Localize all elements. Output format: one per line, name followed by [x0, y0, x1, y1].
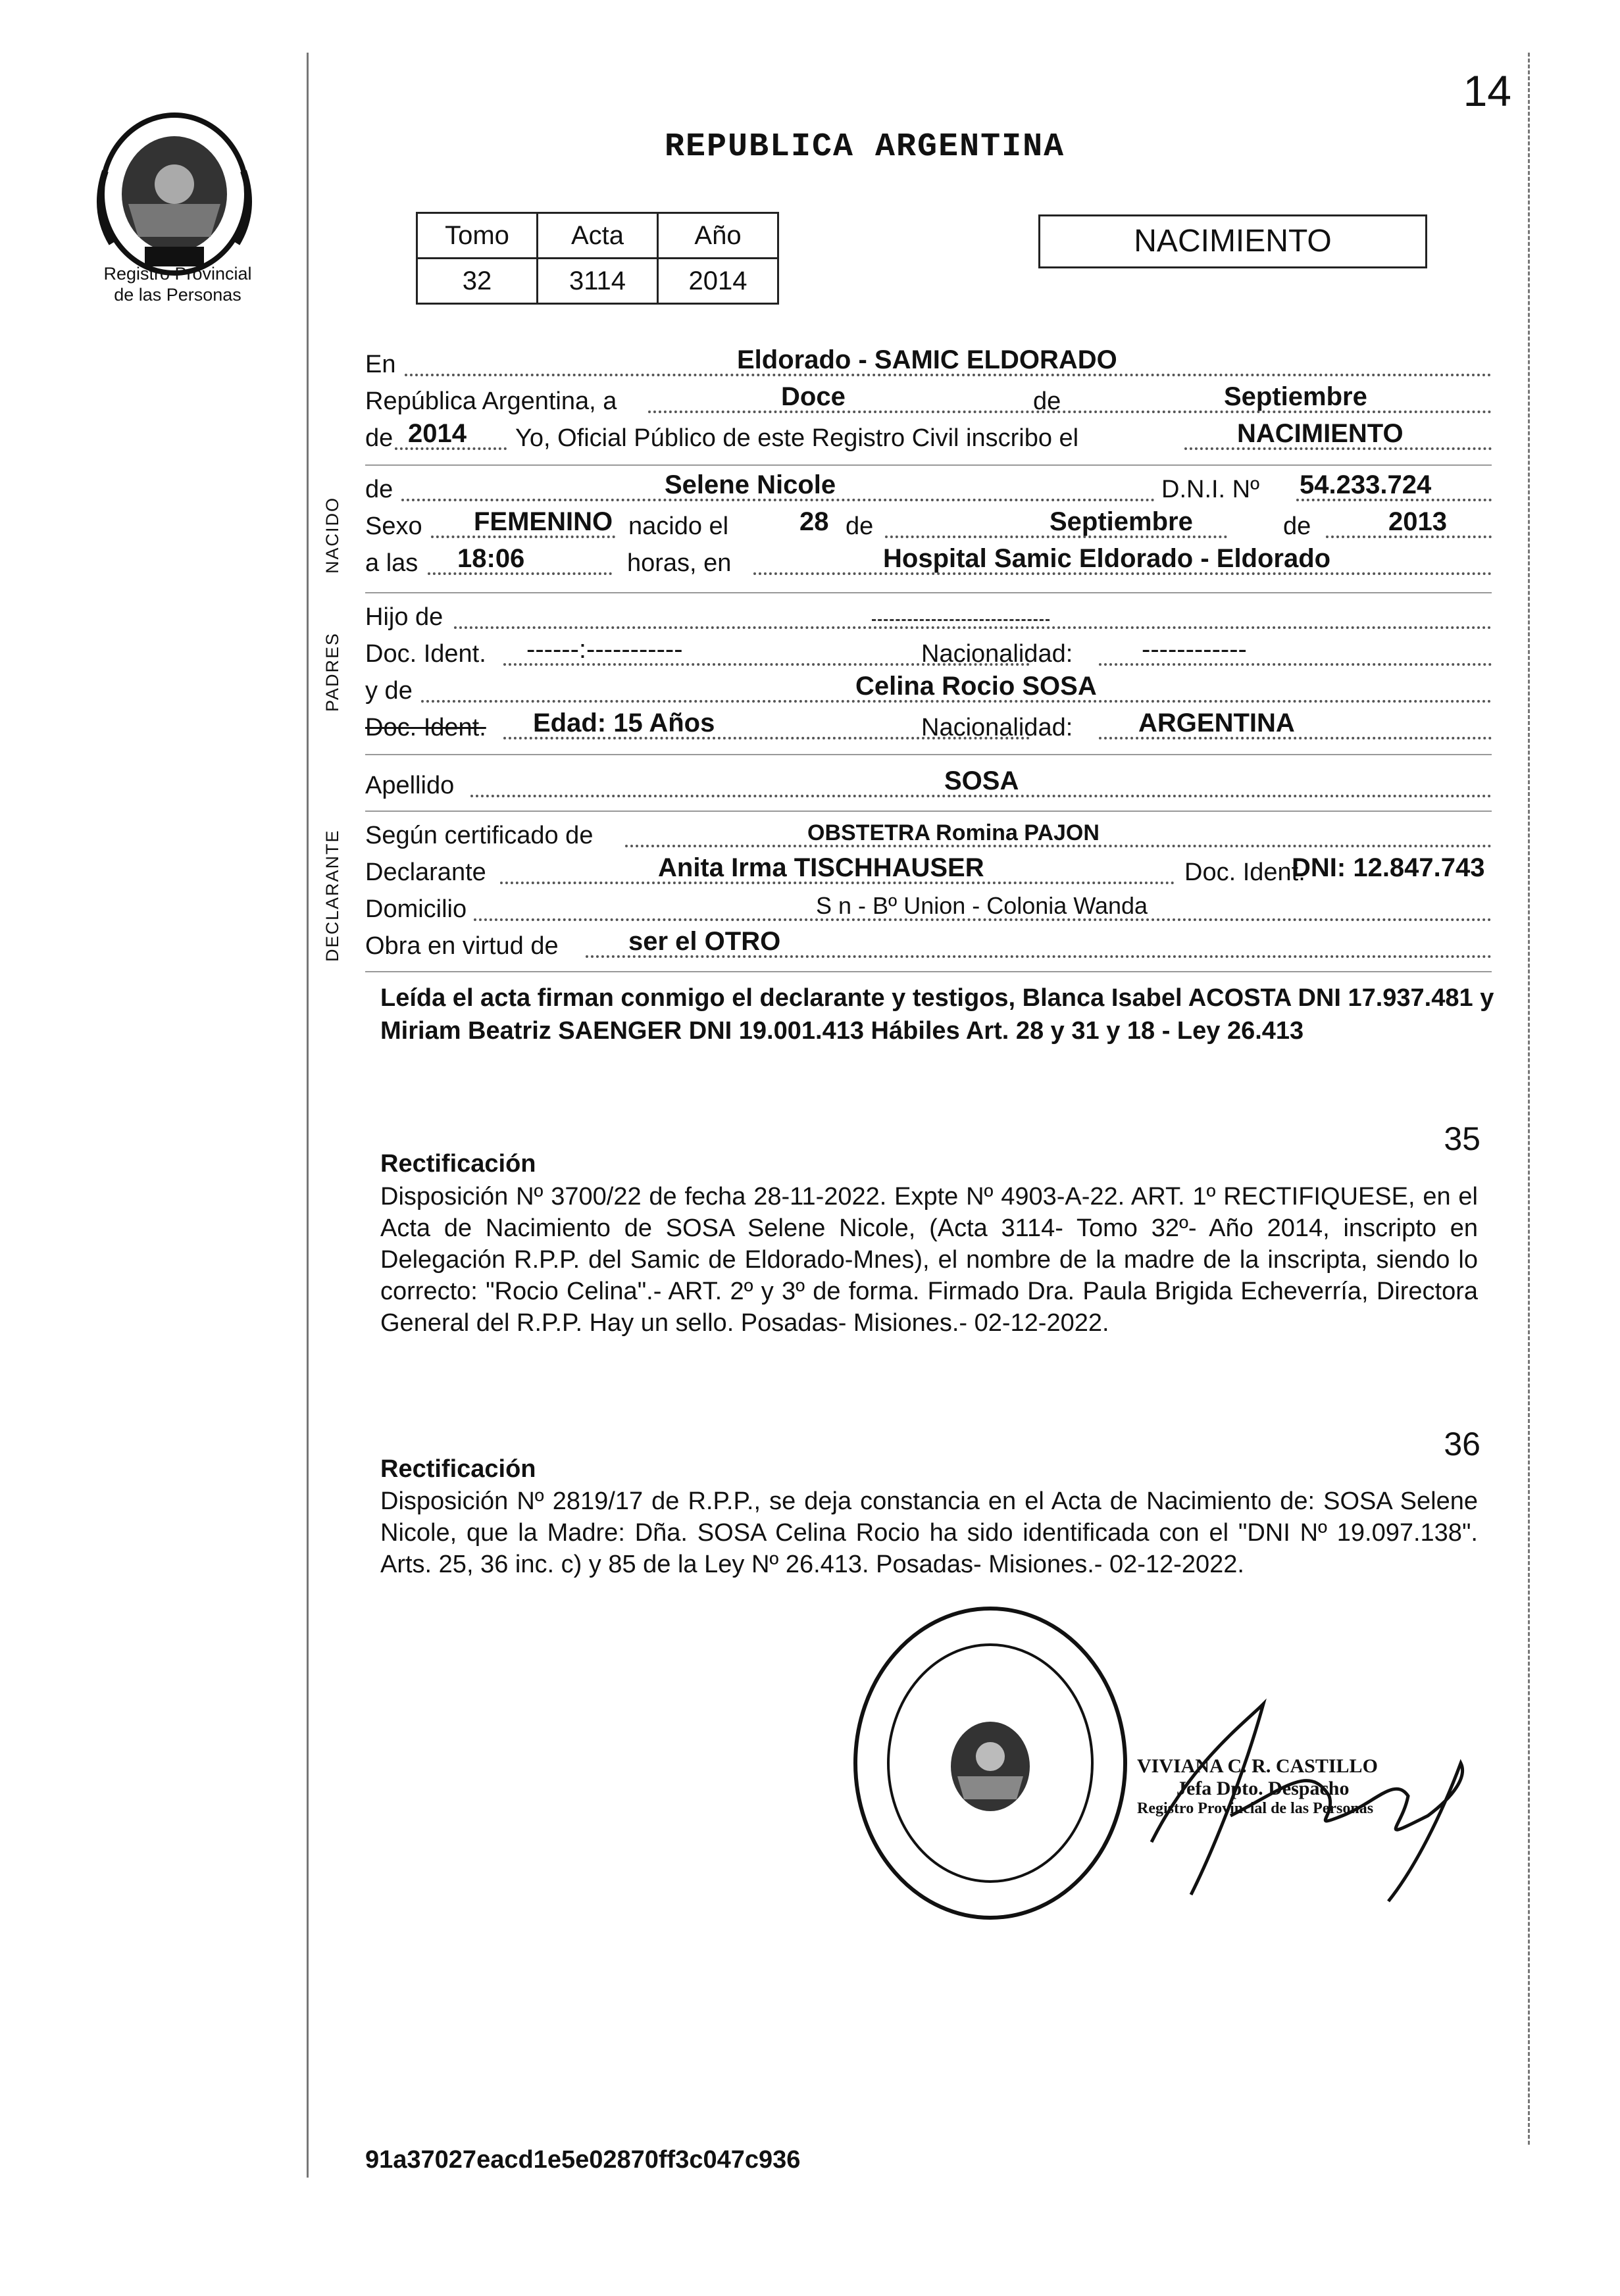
obra-value: ser el OTRO — [628, 927, 781, 956]
mother-nationality: ARGENTINA — [1138, 709, 1295, 737]
declarant-name: Anita Irma TISCHHAUSER — [658, 853, 984, 882]
nacido-place-line — [365, 546, 1492, 582]
section-divider — [365, 464, 1492, 466]
a-las-label: a las — [365, 549, 418, 577]
republica-label: República Argentina, a — [365, 387, 617, 415]
segun-label: Según certificado de — [365, 822, 594, 849]
newborn-sex: FEMENINO — [474, 507, 613, 536]
birth-month: Septiembre — [1050, 507, 1193, 536]
closing-statement: Leída el acta firman conmigo el declarante y testigos, Blanca Isabel ACOSTA DNI 17.937.481 y Miriam Beatriz SAENGER DNI 19.001.413 Hábiles Art. 28 y 31 y 18 - Ley 26.413 — [380, 984, 1494, 1045]
de-label: de — [846, 512, 874, 540]
signatory-org: Registro Provincial de las Personas — [1137, 1800, 1374, 1817]
signatory-role: Jefa Dpto. Despacho — [1177, 1778, 1350, 1799]
hijo-label: Hijo de — [365, 603, 443, 631]
nacido-side-label: NACIDO — [322, 496, 342, 574]
declarante-line — [365, 855, 1492, 891]
section-divider — [365, 971, 1492, 972]
rectification-number: 36 — [1444, 1426, 1481, 1462]
rectification-title: Rectificación — [380, 1150, 536, 1178]
doc-ident-label: Doc. Ident. — [365, 714, 486, 741]
de-label: de — [1033, 387, 1061, 415]
dni-label: D.N.I. Nº — [1161, 476, 1259, 503]
tomo-header: Tomo — [417, 213, 538, 259]
padres-mother-line — [365, 674, 1492, 709]
declarant-address: S n - Bº Union - Colonia Wanda — [816, 892, 1148, 919]
sexo-label: Sexo — [365, 512, 422, 540]
doc-ident-label: Doc. Ident. — [1184, 859, 1305, 886]
record-place-line — [365, 347, 1492, 383]
table-row — [417, 213, 778, 259]
padres-side-label: PADRES — [322, 632, 342, 712]
newborn-name: Selene Nicole — [665, 470, 836, 499]
father-doc-value: ------:----------- — [526, 635, 683, 664]
rectification-text: Disposición Nº 3700/22 de fecha 28-11-2022. Expte Nº 4903-A-22. ART. 1º RECTIFIQUESE, en el Acta de Nacimiento de SOSA Selene Nicole, (Acta 3114- Tomo 32º- Año 2014, inscripto en Delegación R.P.P. del Samic de Eldorado-Mnes), el nombre de la madre de la inscripta, siendo lo correcto: "Rocio Celina".- ART. 2º y 3º de forma. Firmado Dra. Paula Brigida Echeverría, Directora General del R.P.P. Hay un sello. Posadas- Misiones.- 02-12-2022. — [380, 1183, 1478, 1337]
mother-age: Edad: 15 Años — [533, 709, 715, 737]
record-month: Septiembre — [1224, 382, 1367, 411]
signatory-name: VIVIANA C. R. CASTILLO — [1137, 1755, 1378, 1777]
domicilio-label: Domicilio — [365, 895, 467, 923]
reference-table — [416, 212, 779, 305]
anio-value: 2014 — [658, 259, 778, 304]
father-blank-mark — [872, 619, 1050, 621]
logo-caption-line2: de las Personas — [114, 285, 241, 305]
anio-header: Año — [658, 213, 778, 259]
record-type-box: NACIMIENTO — [1038, 214, 1427, 268]
de-label: de — [1283, 512, 1311, 540]
birth-time: 18:06 — [457, 544, 525, 573]
nacionalidad-label: Nacionalidad: — [921, 640, 1073, 668]
registry-seal-icon — [846, 1599, 1135, 1928]
padres-father-doc-line — [365, 637, 1492, 672]
padres-mother-doc-line — [365, 711, 1492, 746]
birth-year: 2013 — [1388, 507, 1447, 536]
apellido-value: SOSA — [944, 766, 1019, 795]
de-label: de — [365, 424, 393, 452]
record-year: 2014 — [408, 419, 467, 448]
declarant-dni: DNI: 12.847.743 — [1292, 853, 1485, 882]
rectification-title: Rectificación — [380, 1455, 536, 1483]
acta-value: 3114 — [538, 259, 658, 304]
page-number: 14 — [1463, 66, 1511, 115]
de-label: de — [365, 476, 393, 503]
doc-ident-label: Doc. Ident. — [365, 640, 486, 668]
obra-label: Obra en virtud de — [365, 932, 559, 960]
record-day: Doce — [781, 382, 846, 411]
inscribe-type: NACIMIENTO — [1237, 419, 1404, 448]
tomo-value: 32 — [417, 259, 538, 304]
section-divider — [365, 754, 1492, 755]
birth-day: 28 — [799, 507, 829, 536]
acta-header: Acta — [538, 213, 658, 259]
y-de-label: y de — [365, 677, 413, 705]
logo-caption — [79, 263, 276, 305]
newborn-dni: 54.233.724 — [1300, 470, 1432, 499]
padres-father-line — [365, 600, 1492, 636]
logo-caption-line1: Registro Provincial — [103, 264, 252, 284]
record-inscribe-line — [365, 421, 1492, 457]
oficial-text: Yo, Oficial Público de este Registro Civil inscribo el — [515, 424, 1079, 452]
signature-block — [1137, 1755, 1446, 1818]
mother-name: Celina Rocio SOSA — [855, 672, 1097, 701]
record-date-line — [365, 384, 1492, 420]
en-label: En — [365, 351, 396, 378]
left-margin-line — [307, 53, 309, 2178]
apellido-label: Apellido — [365, 772, 455, 799]
birth-place: Hospital Samic Eldorado - Eldorado — [883, 544, 1331, 573]
right-margin-line — [1528, 53, 1530, 2145]
document-heading: REPUBLICA ARGENTINA — [665, 128, 1065, 166]
domicilio-line — [365, 892, 1492, 928]
horas-label: horas, en — [627, 549, 732, 577]
nacido-birth-line — [365, 509, 1492, 545]
obra-line — [365, 929, 1492, 964]
section-divider — [365, 592, 1492, 593]
father-nationality: ------------ — [1142, 635, 1247, 664]
nacionalidad-label: Nacionalidad: — [921, 714, 1073, 741]
nacido-label: nacido el — [628, 512, 729, 540]
apellido-line — [365, 768, 1492, 804]
declarante-side-label: DECLARANTE — [322, 829, 342, 962]
segun-line — [365, 818, 1492, 854]
nacido-name-line — [365, 472, 1492, 508]
registry-place: Eldorado - SAMIC ELDORADO — [737, 345, 1117, 374]
rectification-text: Disposición Nº 2819/17 de R.P.P., se deja constancia en el Acta de Nacimiento de: SOSA Selene Nicole, que la Madre: Dña. SOSA Celina Rocio ha sido identificada con el "DNI Nº 19.097.138". Arts. 25, 36 inc. c) y 85 de la Ley Nº 26.413. Posadas- Misiones.- 02-12-2022. — [380, 1487, 1478, 1578]
certificate-issuer: OBSTETRA Romina PAJON — [807, 820, 1100, 845]
rectification-number: 35 — [1444, 1120, 1481, 1157]
declarante-label: Declarante — [365, 859, 486, 886]
section-divider — [365, 811, 1492, 812]
table-row — [417, 259, 778, 304]
dotted-leader — [454, 626, 1492, 629]
document-hash: 91a37027eacd1e5e02870ff3c047c936 — [365, 2146, 801, 2174]
